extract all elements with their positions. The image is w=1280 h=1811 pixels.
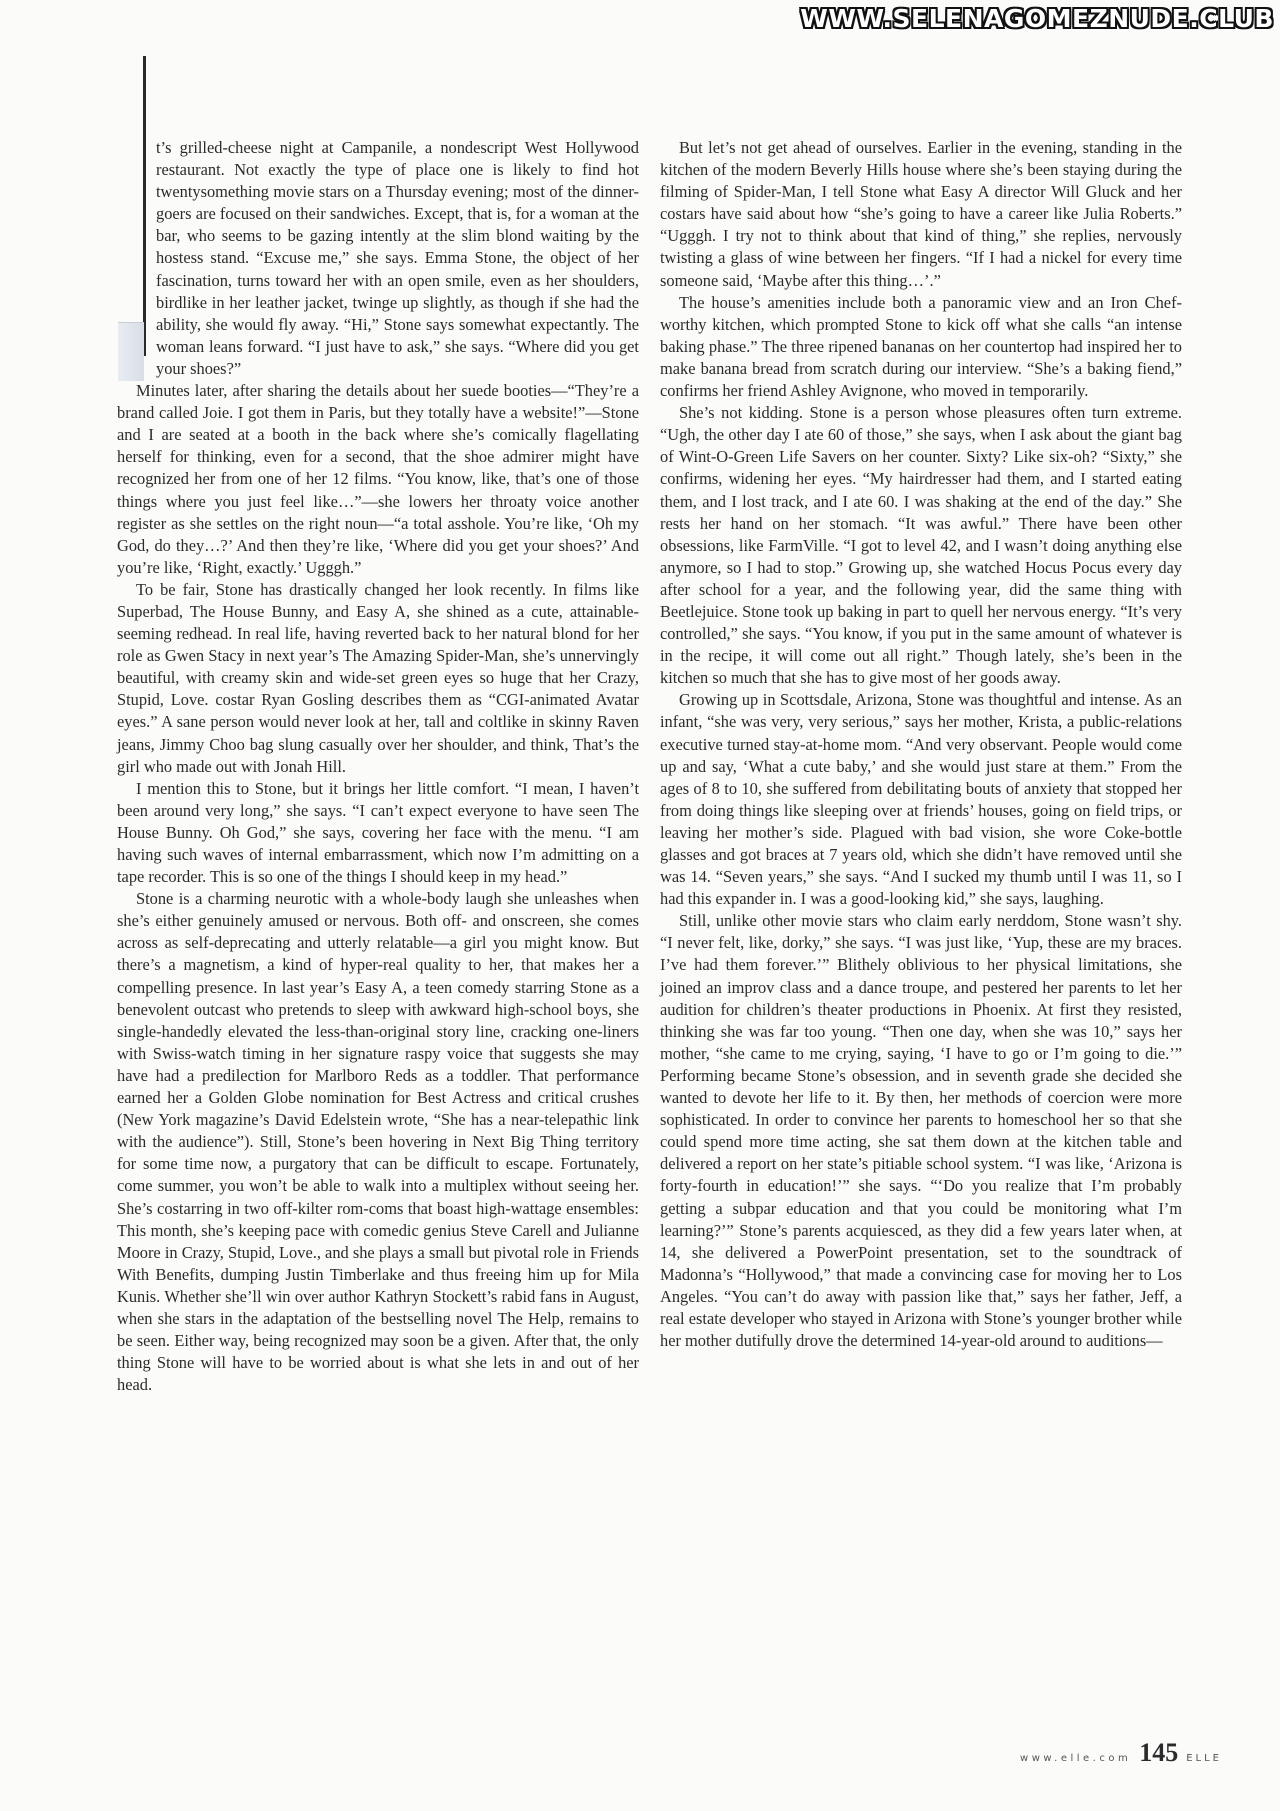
paragraph: I mention this to Stone, but it brings her little comfort. “I mean, I haven’t been around very long,” she says. “I can’t expect everyone to have seen The House Bunny. Oh God,” she says, covering her face with the menu. “I am having such waves of internal embarrassment, which now I’m admitting on a tape recorder. This is so one of the things I should keep in my head.” bbox=[117, 778, 639, 887]
left-column bbox=[117, 137, 639, 1396]
paragraph: To be fair, Stone has drastically changed her look recently. In films like Superbad, The House Bunny, and Easy A, she shined as a cute, attainable-seeming redhead. In real life, having reverted back to her natural blond for her role as Gwen Stacy in next year’s The Amazing Spider-Man, she’s unnervingly beautiful, with creamy skin and wide-set green eyes so huge that her Crazy, Stupid, Love. costar Ryan Gosling describes them as “CGI-animated Avatar eyes.” A sane person would never look at her, tall and coltlike in skinny Raven jeans, Jimmy Choo bag slung casually over her shoulder, and think, That’s the girl who made out with Jonah Hill. bbox=[117, 579, 639, 776]
magazine-name: ELLE bbox=[1186, 1753, 1222, 1764]
paragraph: Growing up in Scottsdale, Arizona, Stone was thoughtful and intense. As an infant, “she was very, very serious,” says her mother, Krista, a public-relations executive turned stay-at-home mom. “And very observant. People would come up and say, ‘What a cute baby,’ and she would just stare at them.” From the ages of 8 to 10, she suffered from debilitating bouts of anxiety that stopped her from doing things like sleeping over at friends’ houses, going on field trips, or leaving her mother’s side. Plagued with bad vision, she wore Coke-bottle glasses and got braces at 7 years old, which she didn’t have removed until she was 14. “Seven years,” she says. “And I sucked my thumb until I was 11, so I had this expander in. I was a good-looking kid,” she says, laughing. bbox=[660, 690, 1182, 909]
paragraph: Minutes later, after sharing the details about her suede booties—“They’re a brand called Joie. I got them in Paris, but they totally have a website!”—Stone and I are seated at a booth in the back where she’s comically flagellating herself for thinking, even for a second, that the shoe admirer might have recognized her from one of her 12 films. “You know, like, that’s one of those things where you just feel like…”—she lowers her throaty voice another register as she settles on the right noun—“a total asshole. You’re like, ‘Oh my God, do they…?’ And then they’re like, ‘Where did you get your shoes?’ And you’re like, ‘Right, exactly.’ Ugggh.” bbox=[117, 381, 639, 577]
right-column bbox=[660, 137, 1182, 1352]
paragraph: She’s not kidding. Stone is a person whose pleasures often turn extreme. “Ugh, the other day I ate 60 of those,” she says, when I ask about the giant bag of Wint-O-Green Life Savers on her counter. Sixty? Like six-oh? “Sixty,” she confirms, widening her eyes. “My hairdresser had them, and I started eating them, and I lost track, and I ate 60. I was shaking at the end of the day.” She rests her hand on her stomach. “It was awful.” There have been other obsessions, like FarmVille. “I got to level 42, and I wasn’t doing anything else anymore, so I had to stop.” Growing up, she watched Hocus Pocus every day after school for a year, and the following year, did the same thing with Beetlejuice. Stone took up baking in part to quell her nervous energy. “It’s very controlled,” she says. “You know, if you put in the same amount of whatever is in the recipe, it will come out all right.” Though lately, she’s been in the kitchen so much that she has to give most of her goods away. bbox=[660, 403, 1182, 688]
paragraph: The house’s amenities include both a panoramic view and an Iron Chef-worthy kitchen, which prompted Stone to kick off what she calls “an intense baking phase.” The three ripened bananas on her countertop had inspired her to make banana bread from scratch during our interview. “She’s a baking fiend,” confirms her friend Ashley Avignone, who moved in temporarily. bbox=[660, 292, 1182, 401]
paragraph: But let’s not get ahead of ourselves. Earlier in the evening, standing in the kitchen of the modern Beverly Hills house where she’s been staying during the filming of Spider-Man, I tell Stone what Easy A director Will Gluck and her costars have said about how “she’s going to have a career like Julia Roberts.” “Ugggh. I try not to think about that kind of thing,” she replies, nervously twisting a glass of wine between her fingers. “If I had a nickel for every time someone said, ‘Maybe after this thing…’.” bbox=[660, 138, 1182, 290]
page-number: 145 bbox=[1139, 1738, 1179, 1767]
paragraph: t’s grilled-cheese night at Campanile, a nondescript West Hollywood restaurant. Not exactly the type of place one is likely to find hot twentysomething movie stars on a Thursday evening; most of the dinner-goers are focused on their sandwiches. Except, that is, for a woman at the bar, who seems to be gazing intently at the slim blond waiting by the hostess stand. “Excuse me,” she says. Emma Stone, the object of her fascination, turns toward her with an open smile, even as her shoulders, birdlike in her leather jacket, twinge up slightly, as though if she had the ability, she would fly away. “Hi,” Stone says somewhat expectantly. The woman leans forward. “I just have to ask,” she says. “Where did you get your shoes?” bbox=[156, 138, 639, 378]
watermark: WWW.SELENAGOMEZNUDE.CLUB bbox=[800, 4, 1274, 33]
page-footer bbox=[1020, 1738, 1222, 1768]
footer-url: www.elle.com bbox=[1020, 1753, 1132, 1764]
paragraph: Still, unlike other movie stars who claim early nerddom, Stone wasn’t shy. “I never felt, like, dorky,” she says. “I was just like, ‘Yup, these are my braces. I’ve had them forever.’” Blithely oblivious to her physical limitations, she joined an improv class and a dance troupe, and pestered her parents to let her audition for children’s theater productions in Phoenix. At first they resisted, thinking she was far too young. “Then one day, when she was 10,” says her mother, “she came to me crying, saying, ‘I have to go or I’m going to die.’” Performing became Stone’s obsession, and in seventh grade she decided she wanted to devote her life to it. By then, her methods of coercion were more sophisticated. In order to convince her parents to homeschool her so that she could spend more time acting, she sat them down at the kitchen table and delivered a report on her state’s pitiable school system. “I was like, ‘Arizona is forty-fourth in education!’” she says. “‘Do you realize that I’m probably getting a subpar education and that you could be monitoring what I’m learning?’” Stone’s parents acquiesced, as they did a few years later when, at 14, she delivered a PowerPoint presentation, set to the soundtrack of Madonna’s “Hollywood,” that made a convincing case for moving her to Los Angeles. “You can’t do away with passion like that,” says her father, Jeff, a real estate developer who stayed in Arizona with Stone’s younger brother while her mother dutifully drove the determined 14-year-old around to auditions— bbox=[660, 911, 1182, 1351]
paragraph: Stone is a charming neurotic with a whole-body laugh she unleashes when she’s either genuinely amused or nervous. Both off- and onscreen, she comes across as self-deprecating and utterly relatable—a girl you might know. But there’s a magnetism, a kind of hyper-real quality to her, that makes her a compelling presence. In last year’s Easy A, a teen comedy starring Stone as a benevolent outcast who pretends to sleep with awkward high-school boys, she single-handedly elevated the less-than-original story line, cracking one-liners with Swiss-watch timing in her signature raspy voice that suggests she may have had a predilection for Marlboro Reds as a toddler. That performance earned her a Golden Globe nomination for Best Actress and critical crushes (New York magazine’s David Edelstein wrote, “She has a near-telepathic link with the audience”). Still, Stone’s been hovering in Next Big Thing territory for some time now, a purgatory that can be difficult to escape. Fortunately, come summer, you won’t be able to walk into a multiplex without seeing her. She’s costarring in two off-kilter rom-coms that boast high-wattage ensembles: This month, she’s keeping pace with comedic genius Steve Carell and Julianne Moore in Crazy, Stupid, Love., and she plays a small but pivotal role in Friends With Benefits, dumping Justin Timberlake and thus freeing him up for Mila Kunis. Whether she’ll win over author Kathryn Stockett’s rabid fans in August, when she stars in the adaptation of the bestselling novel The Help, remains to be seen. Either way, being recognized may soon be a given. After that, the only thing Stone will have to be worried about is what she lets in and out of her head. bbox=[117, 889, 639, 1395]
